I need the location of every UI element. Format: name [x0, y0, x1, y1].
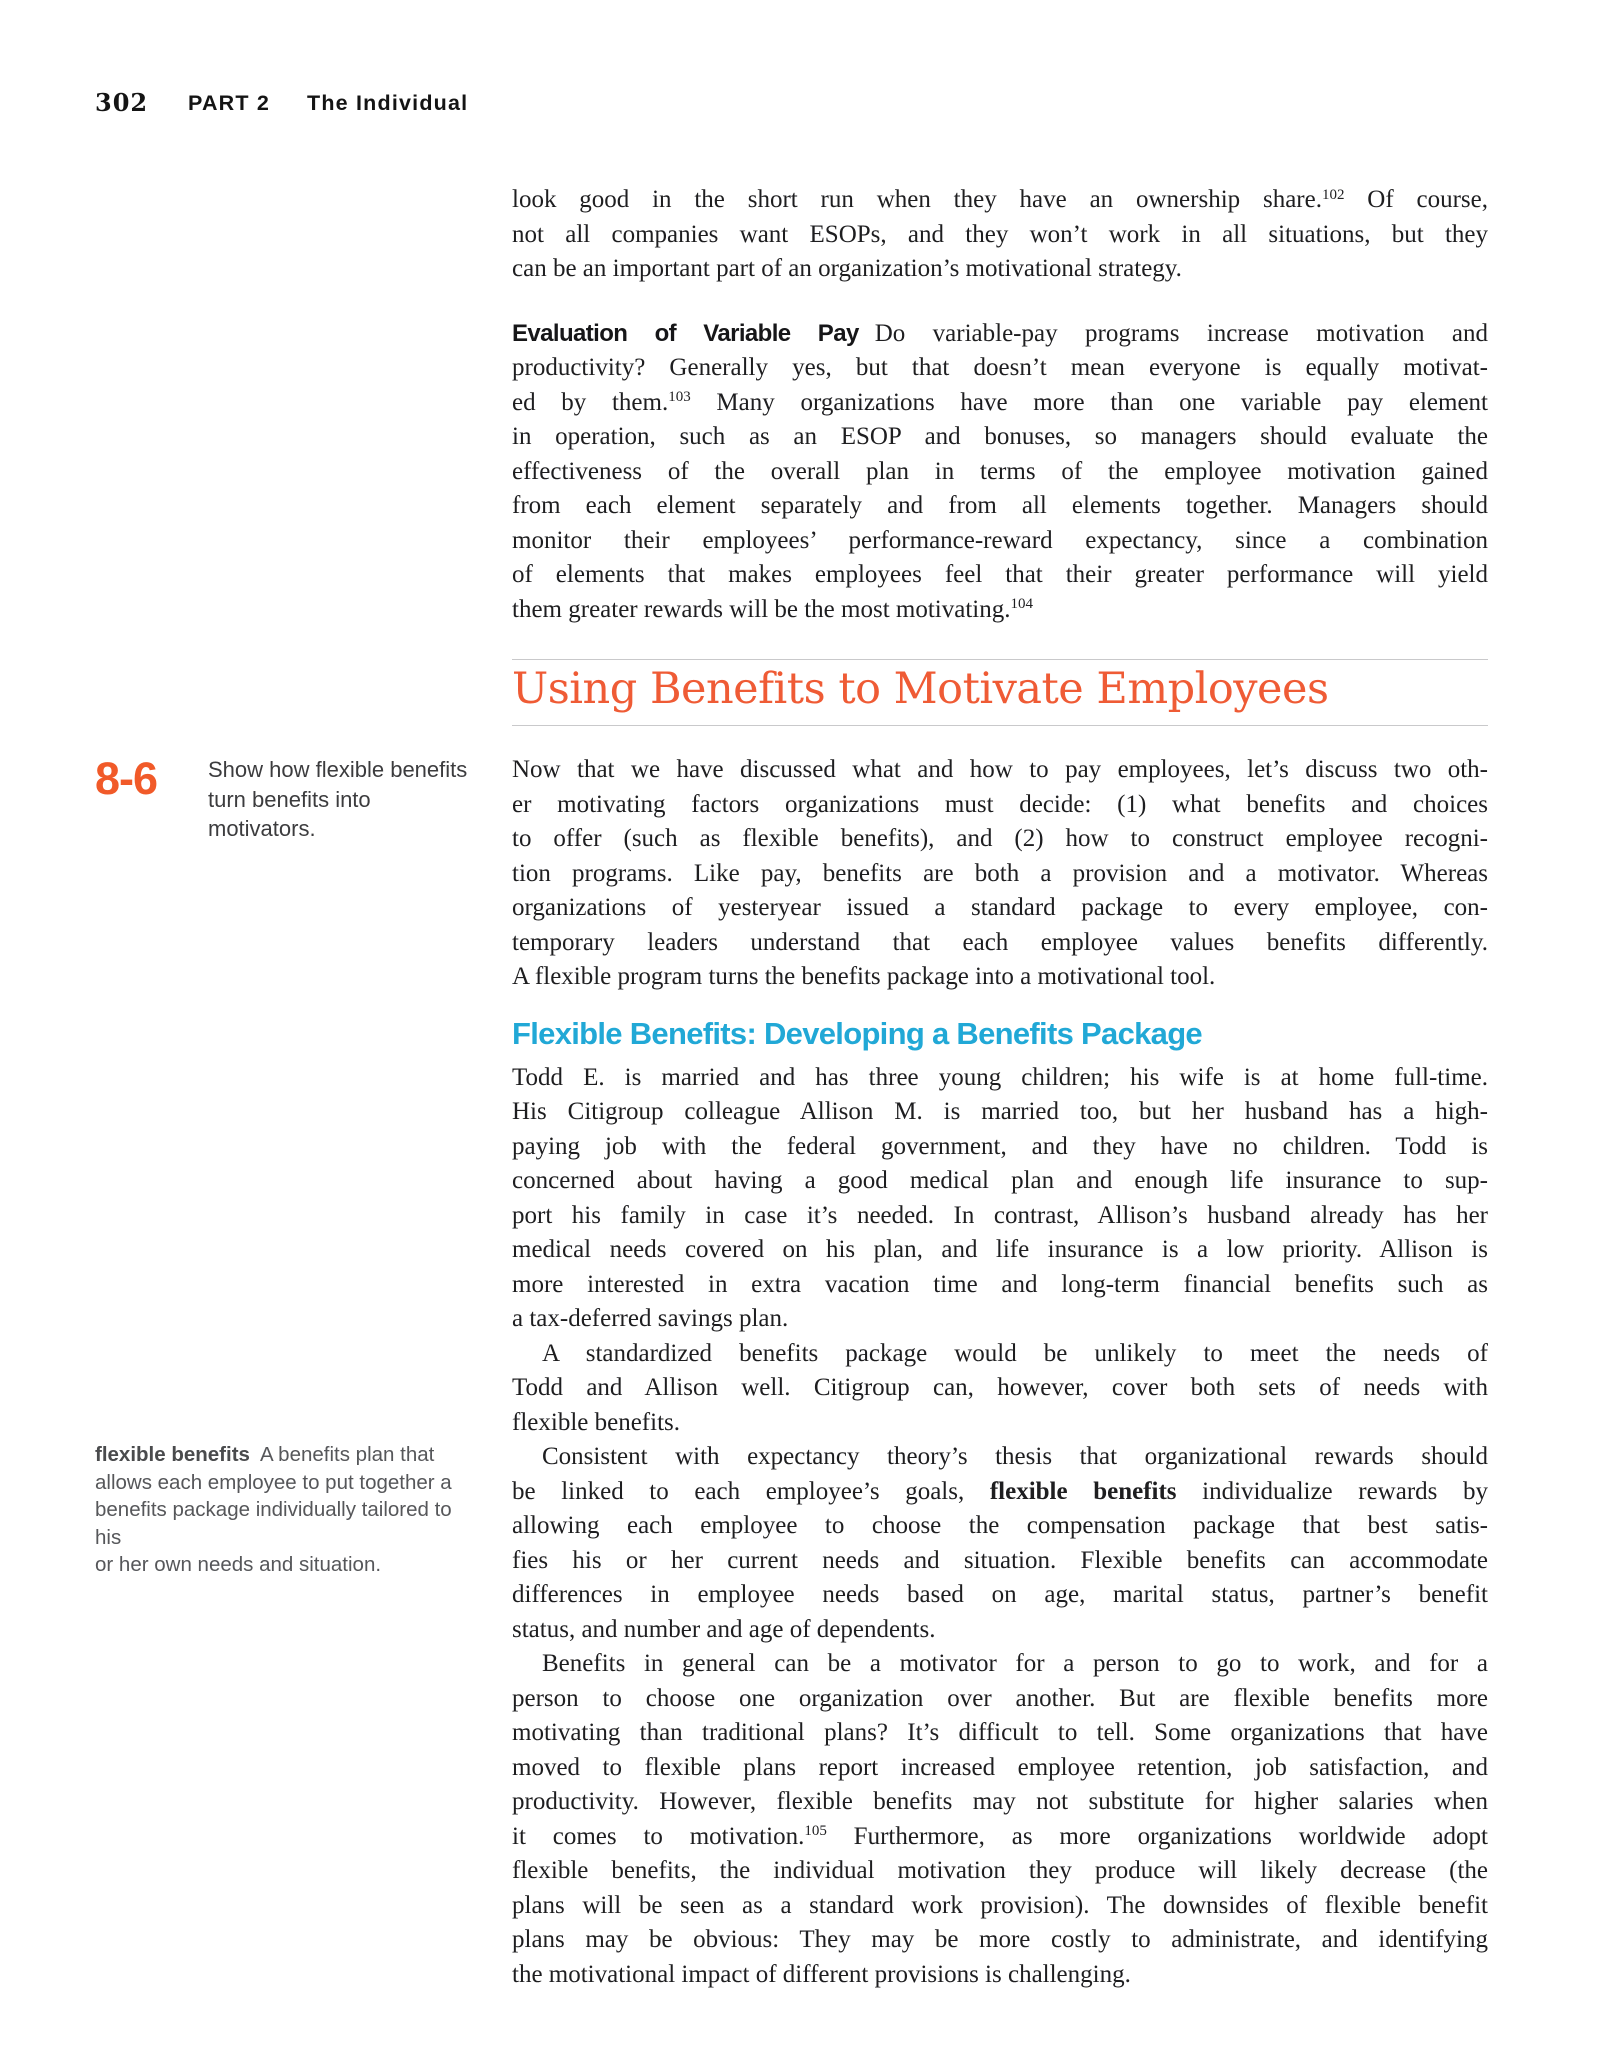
definition-line [95, 1441, 463, 1469]
part-title: The Individual [307, 91, 469, 115]
text-line: be linked to each employee’s goals, flexible benefits individualize rewards by [512, 1477, 1488, 1505]
text-line: differences in employee needs based on age, marital status, partner’s benefit [512, 1581, 1488, 1608]
paragraph [512, 1440, 1488, 1647]
text-line: A standardized benefits package would be unlikely to meet the needs of [542, 1339, 1488, 1367]
run-in-heading: Evaluation of Variable Pay [512, 319, 859, 347]
text-line: from each element separately and from all elements together. Managers should [512, 492, 1488, 519]
text-line: not all companies want ESOPs, and they won’t work in all situations, but they [512, 220, 1488, 248]
text-line: it comes to motivation.$^{105}$ Furthermore, as more organizations worldwide adopt [512, 1822, 1488, 1850]
text-line: more interested in extra vacation time and long-term financial benefits such as [512, 1270, 1488, 1298]
text-line: er motivating factors organizations must decide: (1) what benefits and choices [512, 790, 1488, 818]
text-line: motivating than traditional plans? It’s difficult to tell. Some organizations that have [512, 1719, 1488, 1746]
text-line: plans may be obvious: They may be more costly to administrate, and identifying [512, 1926, 1488, 1953]
text-column [512, 183, 1488, 1992]
heading-rule-top [512, 659, 1488, 660]
text-line: organizations of yesteryear issued a standard package to every employee, con- [512, 894, 1488, 921]
text-line: tion programs. Like pay, benefits are both a provision and a motivator. Whereas [512, 859, 1488, 887]
text-line: in operation, such as an ESOP and bonuses, so managers should evaluate the [512, 423, 1488, 450]
page-number: 302 [95, 88, 149, 117]
part-label: PART 2 [188, 91, 271, 115]
text-line: ed by them.$^{103}$ Many organizations have more than one variable pay element [512, 388, 1488, 416]
section-heading: Using Benefits to Motivate Employees [512, 664, 1329, 714]
lo-text-line: turn benefits into [208, 786, 371, 812]
text-line: them greater rewards will be the most motivating.$^{104}$ [512, 595, 1033, 623]
sub-heading: Flexible Benefits: Developing a Benefits Package [512, 1015, 1202, 1051]
paragraph [512, 753, 1488, 995]
text-line: plans will be seen as a standard work provision). The downsides of flexible benefit [512, 1891, 1488, 1919]
text-line: temporary leaders understand that each employee values benefits differently. [512, 928, 1488, 956]
key-term-definition [95, 1441, 463, 1579]
heading-rule-bottom [512, 725, 1488, 726]
text-line: concerned about having a good medical plan and enough life insurance to sup- [512, 1167, 1488, 1194]
text-line: effectiveness of the overall plan in terms of the employee motivation gained [512, 457, 1488, 485]
text-line: moved to flexible plans report increased employee retention, job satisfaction, and [512, 1753, 1488, 1781]
definition-line: allows each employee to put together a [95, 1470, 452, 1494]
definition-text: A benefits plan that [259, 1443, 435, 1466]
text-line: can be an important part of an organization’s motivational strategy. [512, 255, 1182, 282]
text-line: the motivational impact of different provisions is challenging. [512, 1960, 1131, 1988]
definition-line: or her own needs and situation. [95, 1553, 382, 1576]
paragraph [512, 183, 1488, 287]
text-line: fies his or her current needs and situation. Flexible benefits can accommodate [512, 1546, 1488, 1574]
text-line: look good in the short run when they have an ownership share.$^{102}$ Of course, [512, 186, 1488, 213]
text-line: of elements that makes employees feel that their greater performance will yield [512, 561, 1488, 588]
text-line: paying job with the federal government, and they have no children. Todd is [512, 1132, 1488, 1160]
text-line: productivity? Generally yes, but that doesn’t mean everyone is equally motivat- [512, 354, 1488, 381]
text-line: Todd E. is married and has three young children; his wife is at home full-time. [512, 1063, 1488, 1091]
text-line: A flexible program turns the benefits package into a motivational tool. [512, 963, 1216, 990]
lo-text-line: Show how flexible benefits [208, 757, 468, 782]
text-line: person to choose one organization over another. But are flexible benefits more [512, 1684, 1488, 1712]
text-line: Consistent with expectancy theory’s thesis that organizational rewards should [542, 1443, 1488, 1470]
text-line: monitor their employees’ performance-reward expectancy, since a combination [512, 526, 1488, 554]
paragraph [512, 1647, 1488, 1992]
text-line: Todd and Allison well. Citigroup can, however, cover both sets of needs with [512, 1374, 1488, 1401]
text-line: flexible benefits. [512, 1408, 680, 1436]
text-line: flexible benefits, the individual motivation they produce will likely decrease (the [512, 1857, 1488, 1884]
text-line: Evaluation of Variable Pay Do variable-pay programs increase motivation and [512, 319, 1488, 347]
lo-text [208, 755, 495, 844]
text-line: Now that we have discussed what and how to pay employees, let’s discuss two oth- [512, 756, 1488, 783]
paragraph [512, 1337, 1488, 1441]
text-line: to offer (such as flexible benefits), and (2) how to construct employee recogni- [512, 825, 1488, 852]
lo-text-line: motivators. [208, 816, 316, 841]
text-line: port his family in case it’s needed. In contrast, Allison’s husband already has her [512, 1201, 1488, 1229]
text-line: Benefits in general can be a motivator for a person to go to work, and for a [542, 1650, 1488, 1677]
text-line: status, and number and age of dependents. [512, 1615, 936, 1643]
paragraph [512, 1061, 1488, 1337]
page-header [0, 88, 1600, 118]
text-line: a tax-deferred savings plan. [512, 1305, 789, 1332]
text-line: medical needs covered on his plan, and life insurance is a low priority. Allison is [512, 1236, 1488, 1263]
key-term: flexible benefits [95, 1443, 250, 1466]
lo-number: 8-6 [95, 753, 158, 804]
text-line: allowing each employee to choose the compensation package that best satis- [512, 1512, 1488, 1539]
learning-objective [95, 755, 495, 844]
text-line: productivity. However, flexible benefits may not substitute for higher salaries when [512, 1788, 1488, 1815]
paragraph [512, 317, 1488, 628]
text-line: His Citigroup colleague Allison M. is married too, but her husband has a high- [512, 1098, 1488, 1125]
definition-line: benefits package individually tailored to his [95, 1498, 452, 1549]
